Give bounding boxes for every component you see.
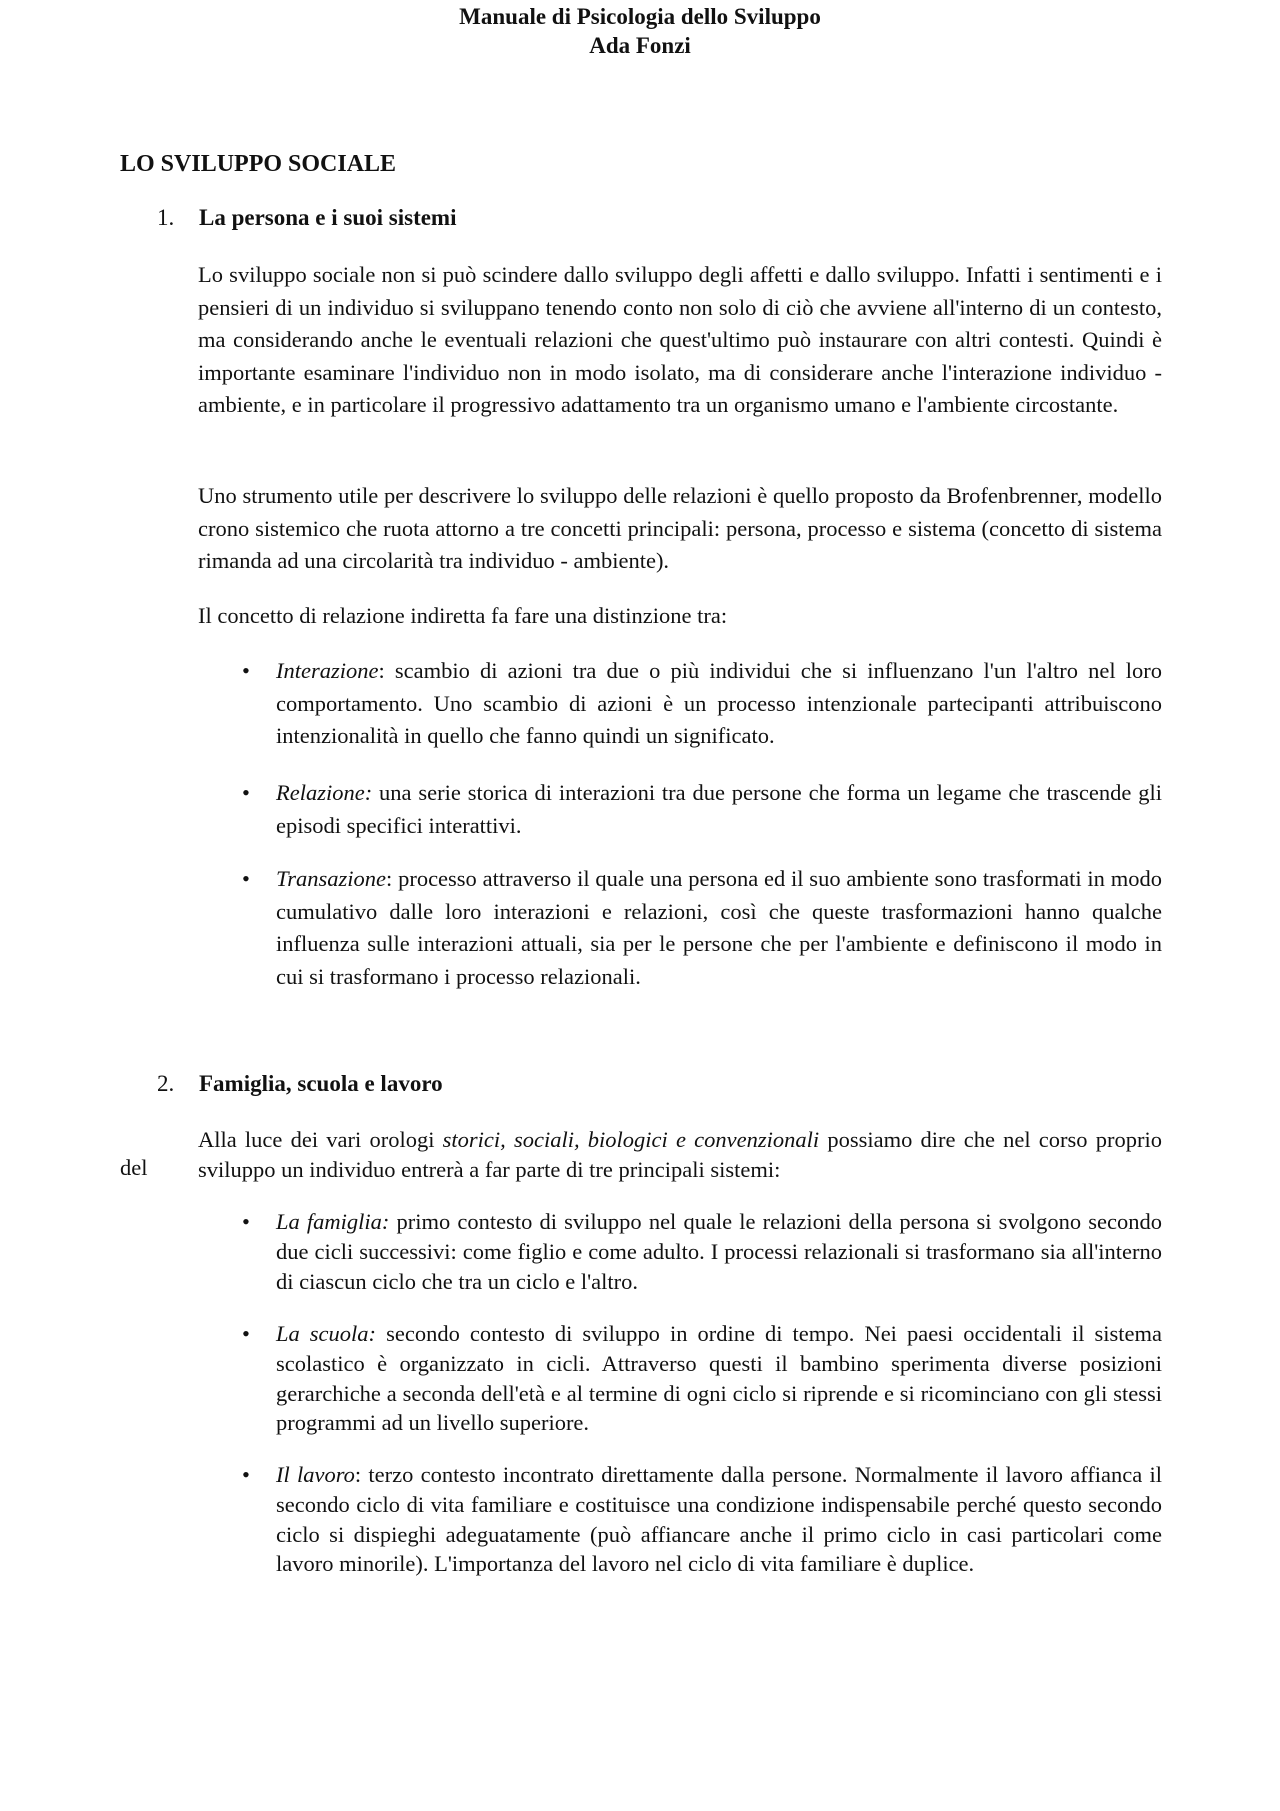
bullet-glyph: •: [242, 866, 250, 891]
bullet-term: La famiglia:: [276, 1209, 390, 1234]
intro-italic: storici, sociali, biologici e convenzionali: [442, 1127, 820, 1152]
stray-margin-word: del: [120, 1155, 148, 1180]
bullet-glyph: •: [242, 1462, 250, 1487]
book-author: Ada Fonzi: [589, 33, 691, 58]
section-1-paragraph-1: Lo sviluppo sociale non si può scindere dallo sviluppo degli affetti e dallo sviluppo. Infatti i sentimenti e i pensieri di un individuo si sviluppano tenendo conto non solo di ciò che avviene all'interno di un contesto, ma considerando anche le eventuali relazioni che quest'ultimo può instaurare con altri contesti. Quindi è importante esaminare l'individuo non in modo isolato, ma di considerare anche l'interazione individuo - ambiente, e in particolare il progressivo adattamento tra un organismo umano e l'ambiente circostante.: [198, 262, 1162, 418]
bullet-term: Interazione: [276, 658, 379, 683]
section-2-title: Famiglia, scuola e lavoro: [199, 1071, 443, 1096]
section-2-heading: [157, 1069, 443, 1099]
bullet-relazione: [242, 777, 1162, 842]
document-header: [0, 2, 1280, 60]
section-2-intro: [198, 1125, 1162, 1185]
bullet-text: : processo attraverso il quale una persona ed il suo ambiente sono trasformati in modo cumulativo dalle loro interazioni e relazioni, così che queste trasformazioni hanno qualche influenza sulle interazioni attuali, sia per le persone che per l'ambiente e definiscono il modo in cui si trasformano i processo relazionali.: [276, 866, 1162, 989]
bullet-text: secondo contesto di sviluppo in ordine di tempo. Nei paesi occidentali il sistema scolastico è organizzato in cicli. Attraverso questi il bambino sperimenta diverse posizioni gerarchiche a seconda dell'età e al termine di ogni ciclo si riprende e si ricominciano con gli stessi programmi ad un livello superiore.: [276, 1321, 1163, 1436]
bullet-glyph: •: [242, 1209, 250, 1234]
bullet-term: Il lavoro: [276, 1462, 355, 1487]
bullet-glyph: •: [242, 1321, 250, 1346]
bullet-text: : scambio di azioni tra due o più individui che si influenzano l'un l'altro nel loro comportamento. Uno scambio di azioni è un processo intenzionale partecipanti attribuiscono intenzionalità in quello che fanno quindi un significato.: [276, 658, 1162, 749]
chapter-title: LO SVILUPPO SOCIALE: [120, 151, 397, 177]
book-title: Manuale di Psicologia dello Sviluppo: [459, 4, 821, 29]
bullet-text: : terzo contesto incontrato direttamente dalla persone. Normalmente il lavoro affianca il secondo ciclo di vita familiare e costituisce una condizione indispensabile perché questo secondo ciclo si dispieghi adeguatamente (può affiancare anche il primo ciclo in casi particolari come lavoro minorile). L'importanza del lavoro nel ciclo di vita familiare è duplice.: [276, 1462, 1163, 1577]
bullet-glyph: •: [242, 658, 250, 683]
section-1-paragraph-3: Il concetto di relazione indiretta fa fare una distinzione tra:: [198, 603, 728, 628]
bullet-term: La scuola:: [276, 1321, 377, 1346]
bullet-transazione: [242, 863, 1162, 993]
bullet-lavoro: [242, 1460, 1163, 1579]
section-2-number: 2.: [157, 1071, 175, 1096]
bullet-famiglia: [242, 1207, 1162, 1296]
intro-before: Alla luce dei vari orologi: [198, 1127, 443, 1152]
section-1-title: La persona e i suoi sistemi: [199, 205, 457, 230]
bullet-text: primo contesto di sviluppo nel quale le relazioni della persona si svolgono secondo due cicli successivi: come figlio e come adulto. I processi relazionali si trasformano sia all'interno di ciascun ciclo che tra un ciclo e l'altro.: [276, 1209, 1162, 1294]
intro-after: possiamo dire che nel corso proprio sviluppo un individuo entrerà a far parte di tre principali sistemi:: [198, 1127, 1162, 1182]
section-1-number: 1.: [157, 205, 175, 230]
bullet-scuola: [242, 1319, 1163, 1438]
section-1-paragraph-2: Uno strumento utile per descrivere lo sviluppo delle relazioni è quello proposto da Brofenbrenner, modello crono sistemico che ruota attorno a tre concetti principali: persona, processo e sistema (concetto di sistema rimanda ad una circolarità tra individuo - ambiente).: [198, 483, 1162, 574]
bullet-term: Transazione: [276, 866, 387, 891]
bullet-glyph: •: [242, 780, 250, 805]
section-1-heading: [157, 203, 456, 233]
bullet-term: Relazione:: [276, 780, 373, 805]
bullet-text: una serie storica di interazioni tra due persone che forma un legame che trascende gli episodi specifici interattivi.: [276, 780, 1162, 838]
bullet-interazione: [242, 655, 1162, 753]
